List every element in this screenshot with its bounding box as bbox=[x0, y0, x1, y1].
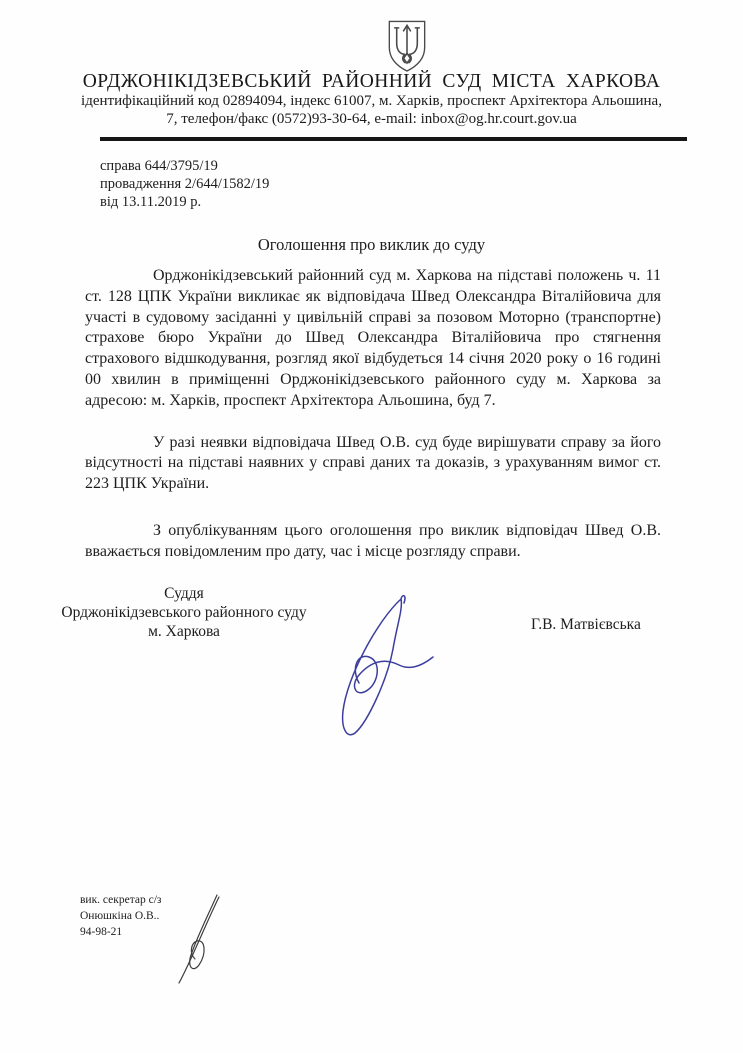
letterhead-divider bbox=[100, 137, 687, 141]
proceeding-number: провадження 2/644/1582/19 bbox=[100, 176, 270, 193]
court-address-line1: ідентифікаційний код 02894094, індекс 61007, м. Харків, проспект Архітектора Альошина, bbox=[81, 93, 662, 109]
document-title: Оголошення про виклик до суду bbox=[257, 235, 486, 254]
judge-title-line3: м. Харкова bbox=[148, 623, 220, 641]
judge-title-block bbox=[55, 584, 313, 642]
paragraph-notification: З опублікуванням цього оголошення про виклик відповідач Швед О.В. вважається повідомленим про дату, час і місце розгляду справи. bbox=[85, 521, 661, 560]
judge-title-line1: Суддя bbox=[164, 585, 204, 602]
secretary-phone: 94-98-21 bbox=[80, 925, 123, 938]
secretary-name: Онюшкіна О.В.. bbox=[80, 909, 160, 922]
judge-name: Г.В. Матвієвська bbox=[531, 616, 641, 633]
paragraph-summons: Орджонікідзевський районний суд м. Харкова на підставі положень ч. 11 ст. 128 ЦПК України викликає як відповідача Швед Олександра Віталійовича для участі в судовому засіданні у цивільній справі за позовом Моторно (транспортне) страхове бюро України до Швед Олександра Віталійовича про стягнення страхового відшкодування, розгляд якої відбудеться 14 січня 2020 року о 16 годині 00 хвилин в приміщенні Орджонікідзевського районного суду м. Харкова за адресою: м. Харків, проспект Архітектора Альошина, буд 7. bbox=[85, 267, 661, 409]
document-body bbox=[85, 266, 661, 584]
secretary-role: вик. секретар с/з bbox=[80, 894, 162, 906]
case-reference-block bbox=[100, 157, 269, 212]
judge-signature bbox=[329, 591, 437, 743]
court-name: ОРДЖОНІКІДЗЕВСЬКИЙ РАЙОННИЙ СУД МІСТА ХАРКОВА bbox=[82, 71, 661, 92]
paragraph-absence-warning: У разі неявки відповідача Швед О.В. суд буде вирішувати справу за його відсутності на підставі наявних у справі даних та доказів, з урахуванням вимог ст. 223 ЦПК України. bbox=[85, 433, 661, 493]
secretary-block bbox=[80, 893, 161, 940]
case-number: справа 644/3795/19 bbox=[100, 158, 218, 174]
ukraine-trident-icon bbox=[382, 20, 432, 73]
judge-title-line2: Орджонікідзевського районного суду bbox=[61, 604, 307, 622]
court-address-line2: 7, телефон/факс (0572)93-30-64, e-mail: inbox@og.hr.court.gov.ua bbox=[166, 110, 577, 127]
court-contact-info bbox=[0, 93, 743, 128]
document-date: від 13.11.2019 р. bbox=[100, 194, 202, 211]
secretary-signature bbox=[167, 891, 235, 985]
